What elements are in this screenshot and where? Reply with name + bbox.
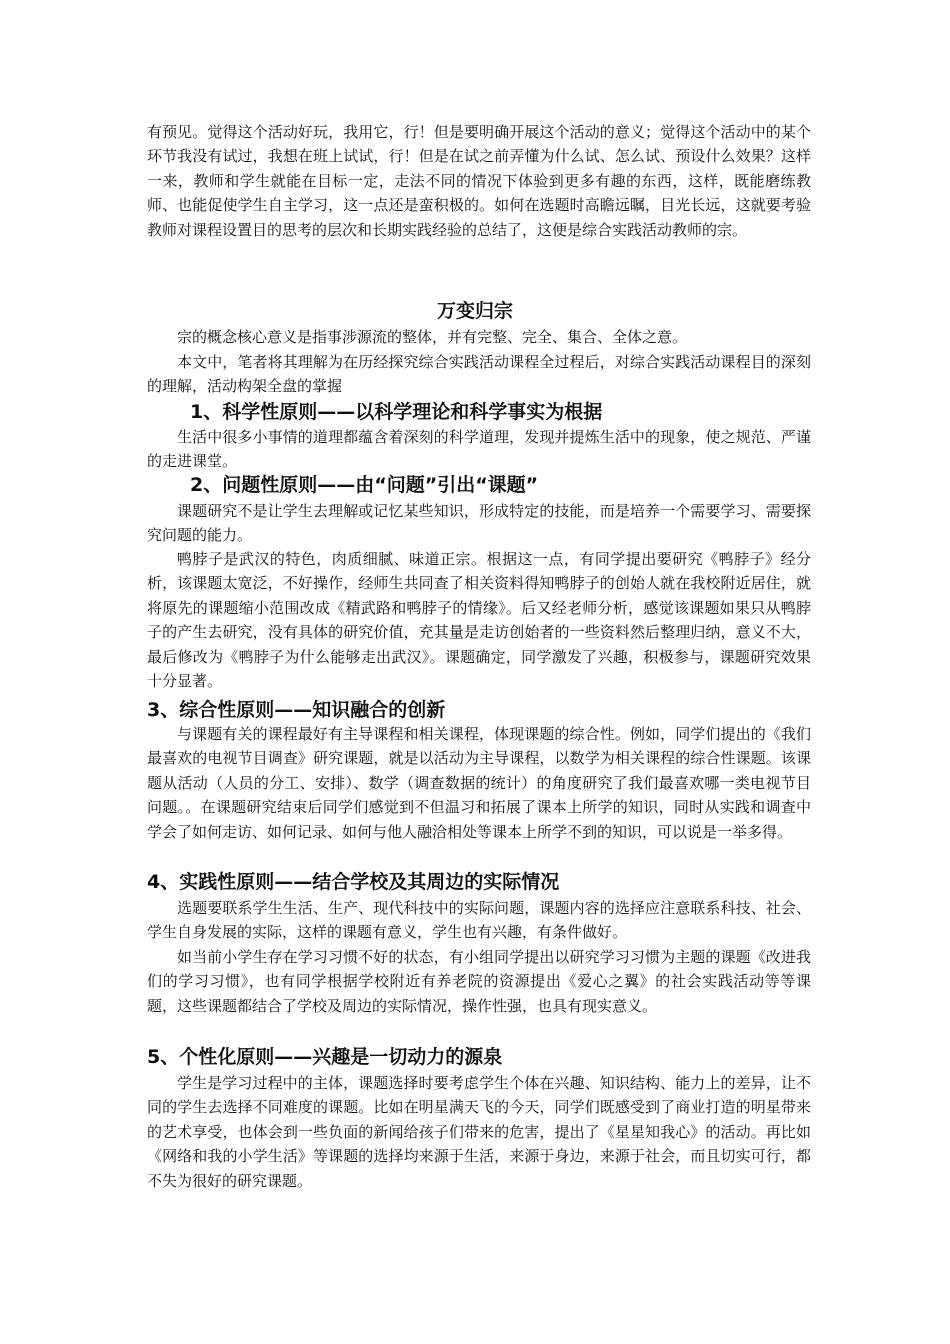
principle-2-paragraph-2: 鸭脖子是武汉的特色，肉质细腻、味道正宗。根据这一点，有同学提出要研究《鸭脖子》经分析，该课题太宽泛，不好操作，经师生共同查了相关资料得知鸭脖子的创始人就在我校附近居住，就将原先的课题缩小范围改成《精武路和鸭脖子的情缘》。后又经老师分析，感觉该课题如果只从鸭脖子的产生去研究，没有具体的研究价值，充其量是走访创始者的一些资料然后整理归纳，意义不大，最后修改为《鸭脖子为什么能够走出武汉》。课题确定，同学激发了兴趣，积极参与，课题研究效果十分显著。 [147,550,811,691]
principle-4-paragraph-1: 选题要联系学生生活、生产、现代科技中的实际问题，课题内容的选择应注意联系科技、社会、学生自身发展的实际，这样的课题有意义，学生也有兴趣，有条件做好。 [147,899,811,942]
principle-1-heading: 1、科学性原则——以科学理论和科学事实为根据 [190,401,603,423]
principle-2-paragraph-1: 课题研究不是让学生去理解或记忆某些知识，形成特定的技能，而是培养一个需要学习、需要探究问题的能力。 [147,502,811,545]
intro-paragraph: 有预见。觉得这个活动好玩，我用它，行！但是要明确开展这个活动的意义；觉得这个活动中的某个环节我没有试过，我想在班上试试，行！但是在试之前弄懂为什么试、怎么试、预设什么效果？这样一来，教师和学生就能在目标一定，走法不同的情况下体验到更多有趣的东西，这样，既能磨练教师、也能促使学生自主学习，这一点还是蛮积极的。如何在选题时高瞻远瞩，目光长远，这就要考验教师对课程设置目的思考的层次和长期实践经验的总结了，这便是综合实践活动教师的宗。 [147,123,811,239]
section-title: 万变归宗 [436,300,513,322]
principle-4-heading: 4、实践性原则——结合学校及其周边的实际情况 [147,871,560,893]
principle-3-heading: 3、综合性原则——知识融合的创新 [147,699,446,721]
principle-2-heading: 2、问题性原则——由“问题”引出“课题” [190,474,539,496]
principle-5-paragraph: 学生是学习过程中的主体，课题选择时要考虑学生个体在兴趣、知识结构、能力上的差异，让不同的学生去选择不同难度的课题。比如在明星满天飞的今天，同学们既感受到了商业打造的明星带来的艺术享受，也体会到一些负面的新闻给孩子们带来的危害，提出了《星星知我心》的活动。再比如《网络和我的小学生活》等课题的选择均来源于生活，来源于身边，来源于社会，而且切实可行，都不失为很好的研究课题。 [147,1074,811,1190]
definition-paragraph: 宗的概念核心意义是指事涉源流的整体，并有完整、完全、集合、全体之意。 [177,328,688,346]
principle-3-paragraph: 与课题有关的课程最好有主导课程和相关课程，体现课题的综合性。例如，同学们提出的《我们最喜欢的电视节目调查》研究课题，就是以活动为主导课程，以数学为相关课程的综合性课题。该课题从活动（人员的分工、安排）、数学（调查数据的统计）的角度研究了我们最喜欢哪一类电视节目问题。。在课题研究结束后同学们感觉到不但温习和拓展了课本上所学的知识，同时从实践和调查中学会了如何走访、如何记录、如何与他人融洽相处等课本上所学不到的知识，可以说是一举多得。 [147,725,811,841]
principle-4-paragraph-2: 如当前小学生存在学习习惯不好的状态，有小组同学提出以研究学习习惯为主题的课题《改进我们的学习习惯》，也有同学根据学校附近有养老院的资源提出《爱心之翼》的社会实践活动等等课题，这些课题都结合了学校及周边的实际情况，操作性强，也具有现实意义。 [147,948,811,1015]
author-paragraph: 本文中，笔者将其理解为在历经探究综合实践活动课程全过程后，对综合实践活动课程目的深刻的理解，活动构架全盘的掌握 [147,353,811,396]
principle-1-paragraph: 生活中很多小事情的道理都蕴含着深刻的科学道理，发现并提炼生活中的现象，使之规范、严谨的走进课堂。 [147,428,811,471]
principle-5-heading: 5、个性化原则——兴趣是一切动力的源泉 [147,1046,503,1068]
